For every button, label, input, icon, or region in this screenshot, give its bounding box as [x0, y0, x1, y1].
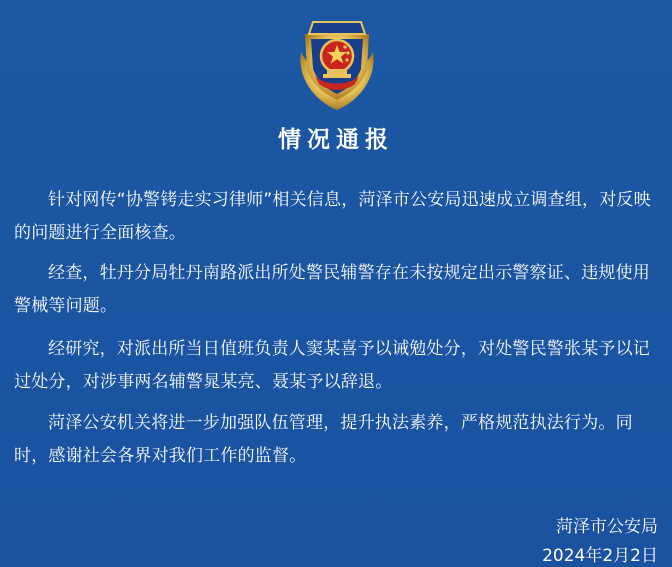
police-emblem-icon	[287, 14, 387, 114]
paragraph-1: 针对网传“协警铐走实习律师”相关信息，菏泽市公安局迅速成立调查组，对反映的问题进行全面核查。	[14, 190, 651, 243]
page-title: 情况通报	[278, 127, 394, 153]
paragraph-4: 菏泽公安机关将进一步加强队伍管理，提升执法素养，严格规范执法行为。同时，感谢社会各界对我们工作的监督。	[14, 413, 633, 466]
paragraph-3: 经研究，对派出所当日值班负责人窦某喜予以诫勉处分，对处警民警张某予以记过处分，对涉事两名辅警晁某亮、聂某予以辞退。	[14, 339, 650, 392]
signature-date: 2024年2月2日	[542, 546, 658, 566]
signature-organization: 菏泽市公安局	[556, 517, 658, 537]
paragraph-2: 经查，牡丹分局牡丹南路派出所处警民辅警存在未按规定出示警察证、违规使用警械等问题。	[14, 263, 650, 316]
